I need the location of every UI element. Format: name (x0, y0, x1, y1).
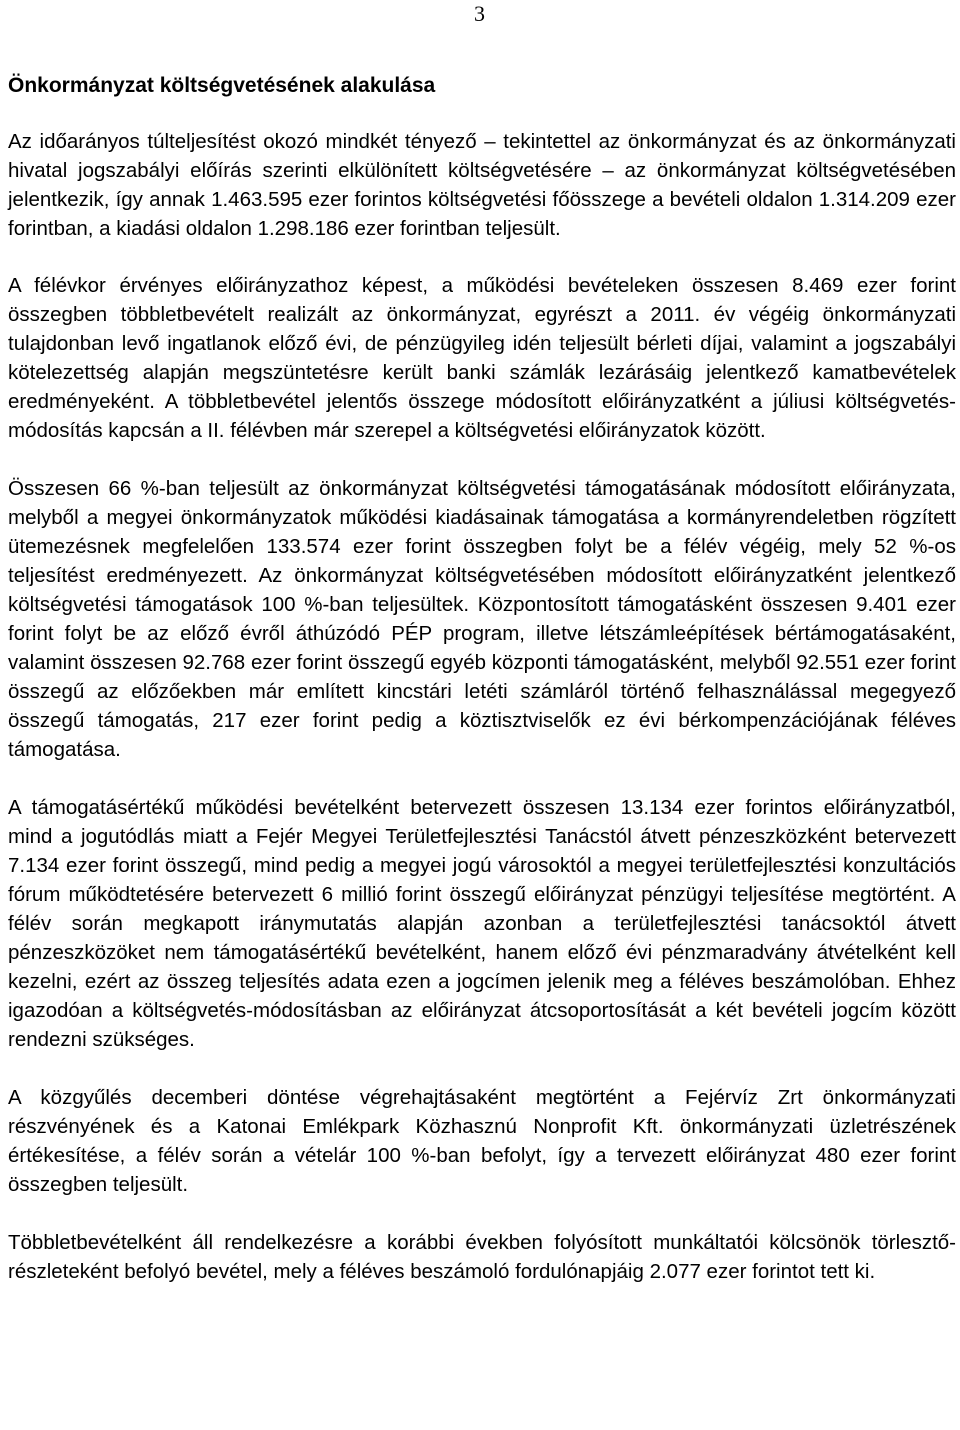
section-heading: Önkormányzat költségvetésének alakulása (8, 74, 436, 97)
paragraph-grant-revenue: A támogatásértékű működési bevételként betervezett összesen 13.134 ezer forintos előirányzatból, mind a jogutódlás miatt a Fejér Megyei Területfejlesztési Tanácstól átvett pénzeszközként betervezett 7.134 ezer forint összegű, mind pedig a megyei jogú városoktól a megyei területfejlesztési konzultációs fórum működtetésére betervezett 6 millió forint összegű előirányzat pénzügyi teljesítése megtörtént. A félév során megkapott iránymutatás alapján azonban a területfejlesztési tanácsoktól átvett pénzeszközöket nem támogatásértékű bevételként, hanem előző évi pénzmaradvány átvételként kell kezelni, ezért az összeg teljesítés adata ezen a jogcímen jelenik meg a féléves beszámolóban. Ehhez igazodóan a költségvetés-módosításban az előirányzat átcsoportosítását a két bevételi jogcím között rendezni szükséges. (8, 796, 956, 1051)
page-number: 3 (474, 1, 485, 26)
document-body (8, 127, 956, 1286)
paragraph-budget-totals: Az időarányos túlteljesítést okozó mindkét tényező – tekintettel az önkormányzat és az önkormányzati hivatal jogszabályi előírás szerinti elkülönített költségvetésére – az önkormányzat költségvetésében jelentkezik, így annak 1.463.595 ezer forintos költségvetési főösszege a bevételi oldalon 1.314.209 ezer forintban, a kiadási oldalon 1.298.186 ezer forintban teljesült. (8, 130, 956, 240)
paragraph-budget-support: Összesen 66 %-ban teljesült az önkormányzat költségvetési támogatásának módosított előirányzata, melyből a megyei önkormányzatok működési kiadásainak támogatása a kormányrendeletben rögzített ütemezésnek megfelelően 133.574 ezer forint összegben folyt be a félév végéig, mely 52 %-os teljesítést eredményezett. Az önkormányzat költségvetésében módosított előirányzatként jelentkező költségvetési támogatások 100 %-ban teljesültek. Központosított támogatásként összesen 9.401 ezer forint folyt be az előző évről áthúzódó PÉP program, illetve létszámleépítések bértámogatásaként, valamint összesen 92.768 ezer forint összegű egyéb központi támogatásként, melyből 92.551 ezer forint összegű az előzőekben már említett kincstári letéti számláról történő felhasználással megegyező összegű támogatás, 217 ezer forint pedig a köztisztviselők ez évi bérkompenzációjának féléves támogatása. (8, 477, 956, 761)
paragraph-operating-revenue: A félévkor érvényes előirányzathoz képest, a működési bevételeken összesen 8.469 ezer forint összegben többletbevételt realizált az önkormányzat, egyrészt a 2011. év végéig önkormányzati tulajdonban levő ingatlanok előző évi, de pénzügyileg idén teljesült bérleti díjai, valamint a jogszabályi kötelezettség alapján megszüntetésre került banki számlák lezárásáig jelentkező kamatbevételek eredményeként. A többletbevétel jelentős összege módosított előirányzatként a júliusi költségvetés-módosítás kapcsán a II. félévben már szerepel a költségvetési előirányzatok között. (8, 274, 956, 442)
paragraph-loan-repayments: Többletbevételként áll rendelkezésre a korábbi években folyósított munkáltatói kölcsönök törlesztő-részleteként befolyó bevétel, mely a féléves beszámoló fordulónapjáig 2.077 ezer forintot tett ki. (8, 1231, 956, 1283)
paragraph-asset-sales: A közgyűlés decemberi döntése végrehajtásaként megtörtént a Fejérvíz Zrt önkormányzati részvényének és a Katonai Emlékpark Közhasznú Nonprofit Kft. önkormányzati üzletrészének értékesítése, a félév során a vételár 100 %-ban befolyt, így a tervezett előirányzat 480 ezer forint összegben teljesült. (8, 1086, 956, 1196)
